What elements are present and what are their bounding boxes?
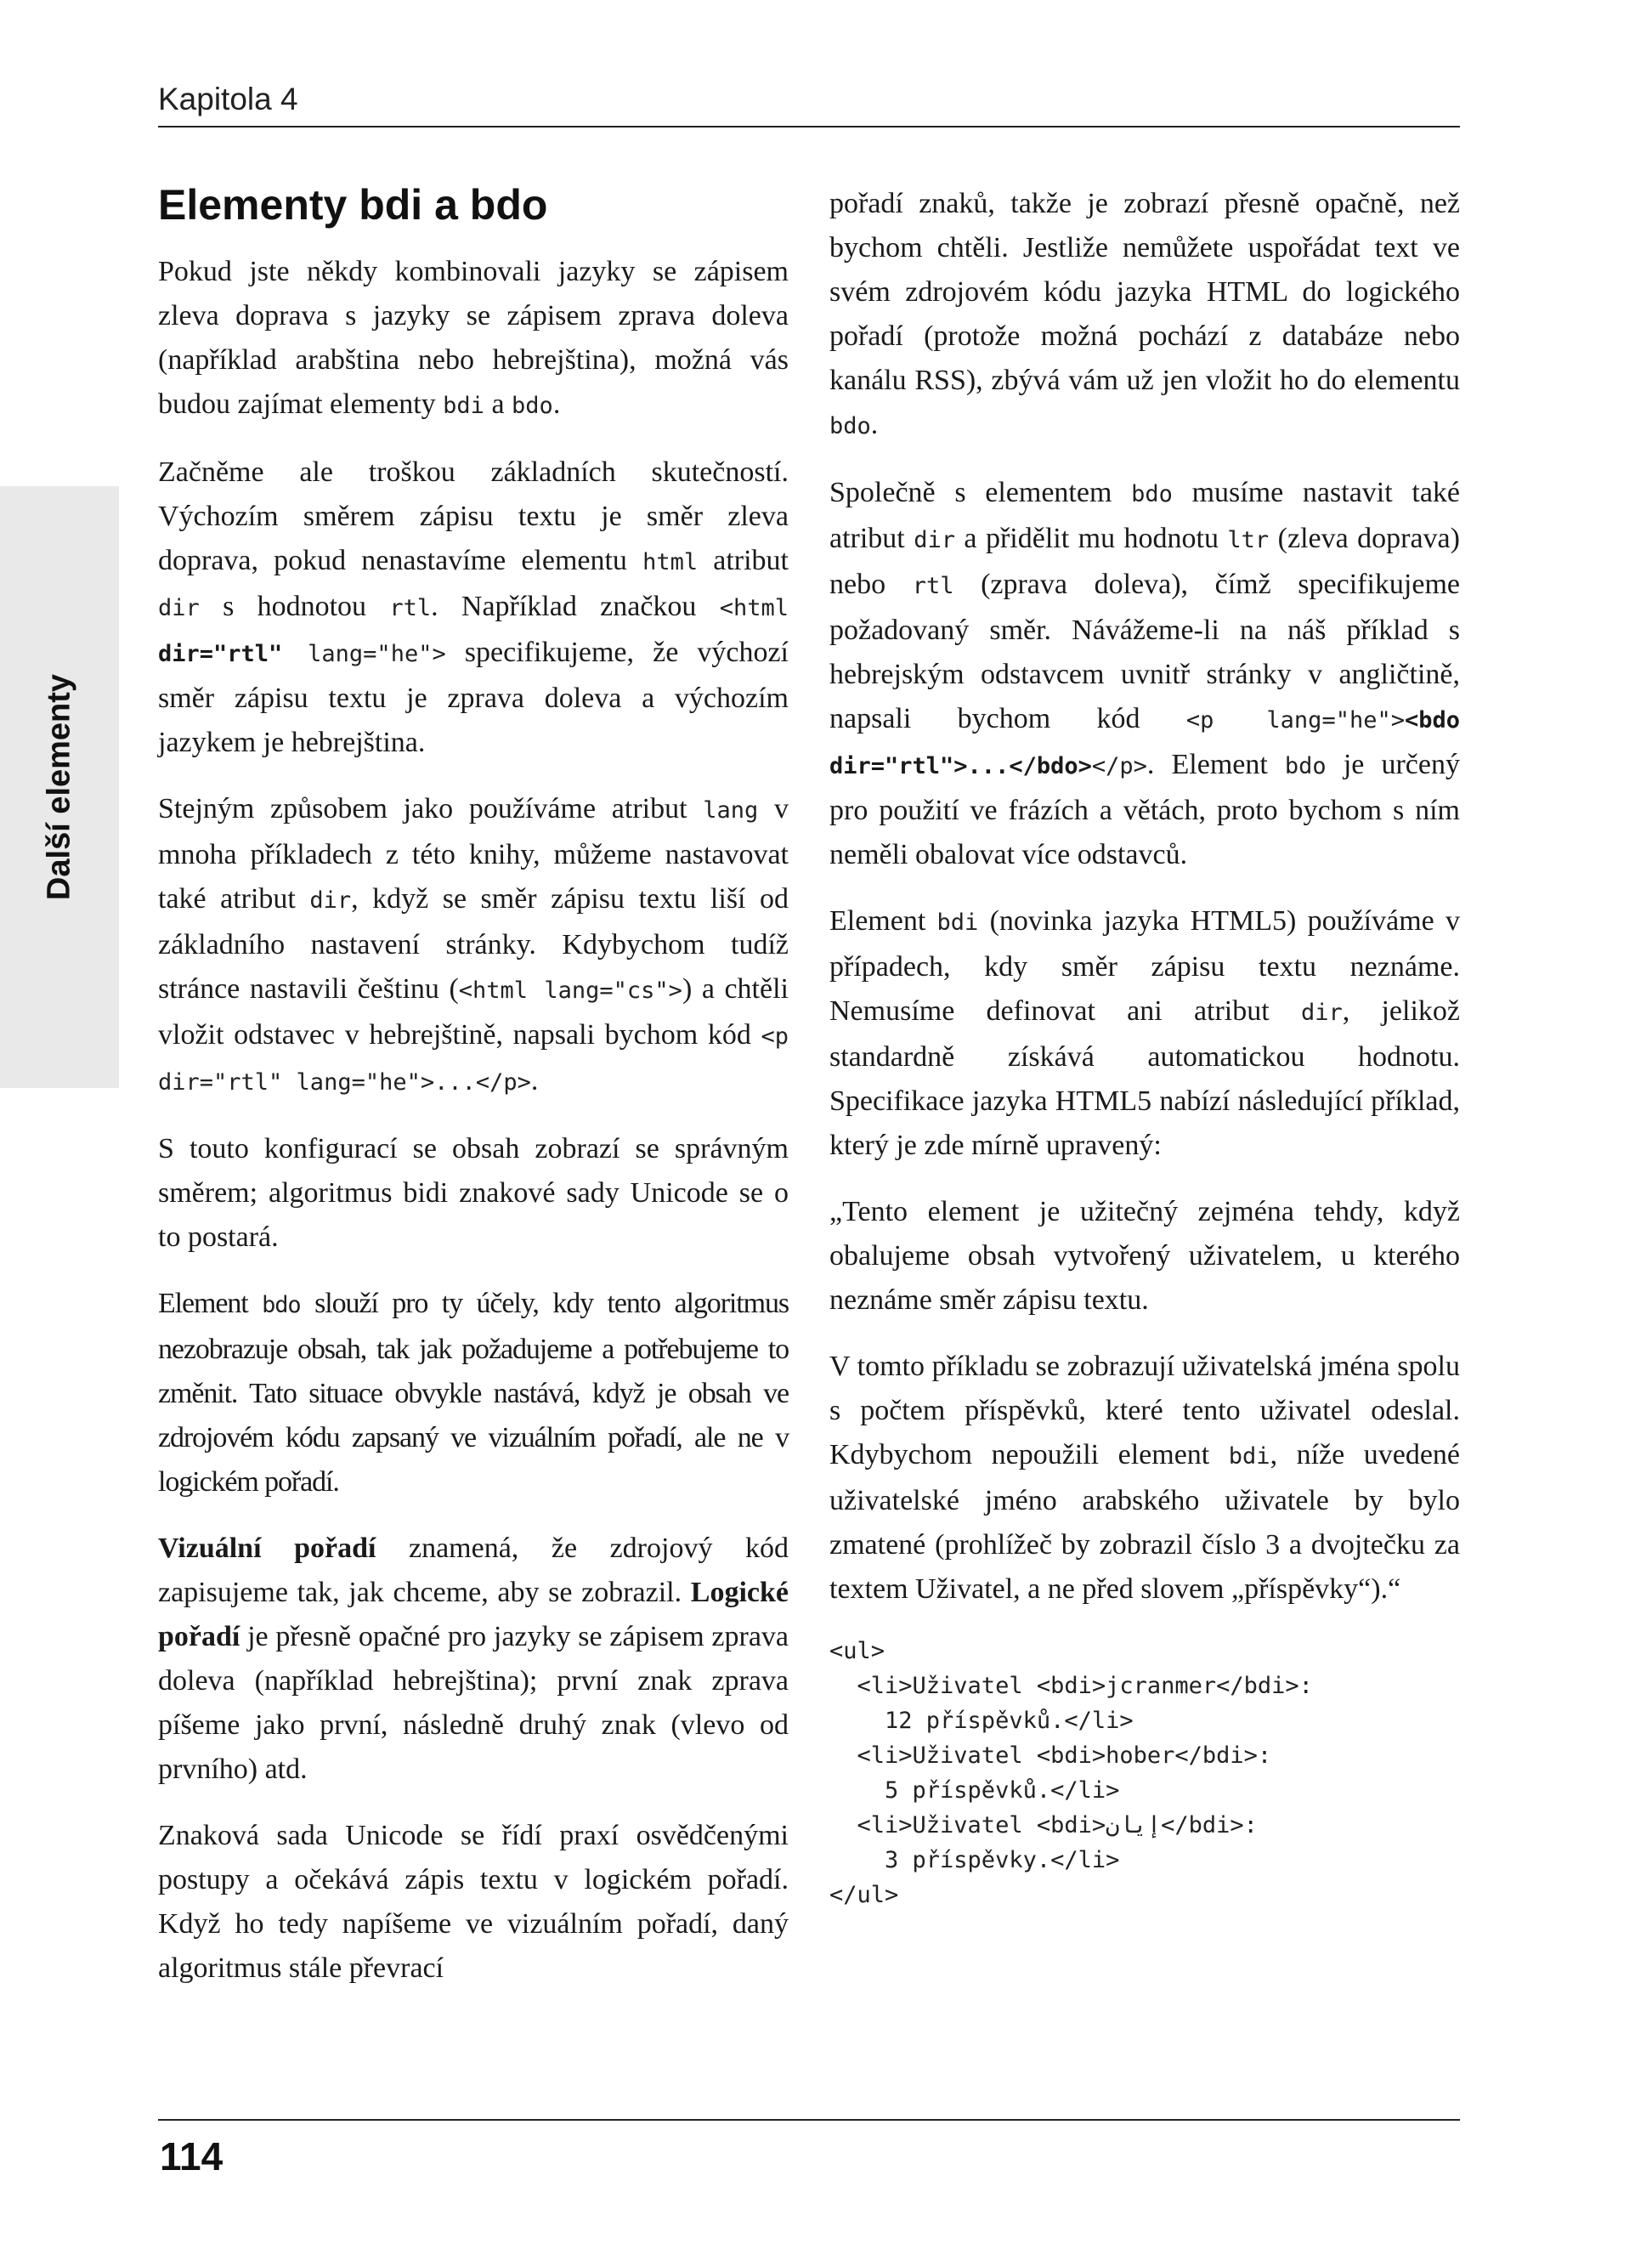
quote-paragraph: „Tento element je užitečný zejména tehdy, když obalujeme obsah vytvořený uživatelem, u kterého neznáme směr zápisu textu. [829, 1196, 1460, 1316]
right-column [829, 182, 1460, 1912]
paragraph: Vizuální pořadí znamená, že zdrojový kód zapisujeme tak, jak chceme, aby se zobrazil. Logické pořadí je přesně opačné pro jazyky se zápisem zprava doleva (například hebrejština); první znak zprava píšeme jako první, následně druhý znak (vlevo od prvního) atd. [158, 1533, 789, 1785]
paragraph: Element bdi (novinka jazyka HTML5) používáme v případech, kdy směr zápisu textu neznáme. Nemusíme definovat ani atribut dir, jelikož standardně získává automatickou hodnotu. Specifikace jazyka HTML5 nabízí následující příklad, který je zde mírně upravený: [829, 905, 1460, 1161]
page-number: 114 [160, 2134, 223, 2179]
footer-rule [158, 2119, 1460, 2121]
header-rule [158, 126, 1460, 127]
paragraph: Znaková sada Unicode se řídí praxí osvědčenými postupy a očekává zápis textu v logickém pořadí. Když ho tedy napíšeme ve vizuálním pořadí, daný algoritmus stále převrací [158, 1820, 789, 1984]
paragraph: V tomto příkladu se zobrazují uživatelská jména spolu s počtem příspěvků, které tento uživatel odeslal. Kdybychom nepoužili element bdi, níže uvedené uživatelské jméno arabského uživatele by bylo zmatené (prohlížeč by zobrazil číslo 3 a dvojtečku za textem Uživatel, a ne před slovem „příspěvky“).“ [829, 1351, 1460, 1605]
side-tab-label: Další elementy [41, 673, 77, 901]
paragraph: Element bdo slouží pro ty účely, kdy tento algoritmus nezobrazuje obsah, tak jak požadujeme a potřebujeme to změnit. Tato situace obvykle nastává, když je obsah ve zdrojovém kódu zapsaný ve vizuálním pořadí, ale ne v logickém pořadí. [158, 1288, 789, 1498]
running-head: Kapitola 4 [158, 82, 298, 116]
paragraph: Začněme ale troškou základních skutečností. Výchozím směrem zápisu textu je směr zleva doprava, pokud nenastavíme elementu html atribut dir s hodnotou rtl. Například značkou <html dir="rtl" lang="he"> specifikujeme, že výchozí směr zápisu textu je zprava doleva a výchozím jazykem je hebrejština. [158, 456, 789, 758]
code-example: <ul> <li>Uživatel <bdi>jcranmer</bdi>: 12 příspěvků.</li> <li>Uživatel <bdi>hober</bdi>: 5 příspěvků.</li> <li>Uživatel <bdi>إيان</bdi>: 3 příspěvky.</li> </ul> [829, 1638, 1313, 1908]
paragraph: Pokud jste někdy kombinovali jazyky se zápisem zleva doprava s jazyky se zápisem zprava doleva (například arabština nebo hebrejština), možná vás budou zajímat elementy bdi a bdo. [158, 256, 789, 420]
paragraph: Stejným způsobem jako používáme atribut lang v mnoha příkladech z této knihy, můžeme nastavovat také atribut dir, když se směr zápisu textu liší od základního nastavení stránky. Kdybychom tudíž stránce nastavili češtinu (<html lang="cs">) a chtěli vložit odstavec v hebrejštině, napsali bychom kód <p dir="rtl" lang="he">...</p>. [158, 793, 789, 1096]
section-title: Elementy bdi a bdo [158, 181, 548, 229]
side-tab [0, 486, 119, 1088]
paragraph: pořadí znaků, takže je zobrazí přesně opačně, než bychom chtěli. Jestliže nemůžete uspořádat text ve svém zdrojovém kódu jazyka HTML do logického pořadí (protože možná pochází z databáze nebo kanálu RSS), zbývá vám už jen vložit ho do elementu bdo. [829, 188, 1460, 440]
paragraph: S touto konfigurací se obsah zobrazí se správným směrem; algoritmus bidi znakové sady Unicode se o to postará. [158, 1133, 789, 1253]
paragraph: Společně s elementem bdo musíme nastavit také atribut dir a přidělit mu hodnotu ltr (zleva doprava) nebo rtl (zprava doleva), čímž specifikujeme požadovaný směr. Návážeme-li na náš příklad s hebrejským odstavcem uvnitř stránky v angličtině, napsali bychom kód <p lang="he"><bdo dir="rtl">...</bdo></p>. Element bdo je určený pro použití ve frázích a větách, proto bychom s ním neměli obalovat více odstavců. [829, 477, 1461, 870]
left-column [158, 170, 789, 2013]
